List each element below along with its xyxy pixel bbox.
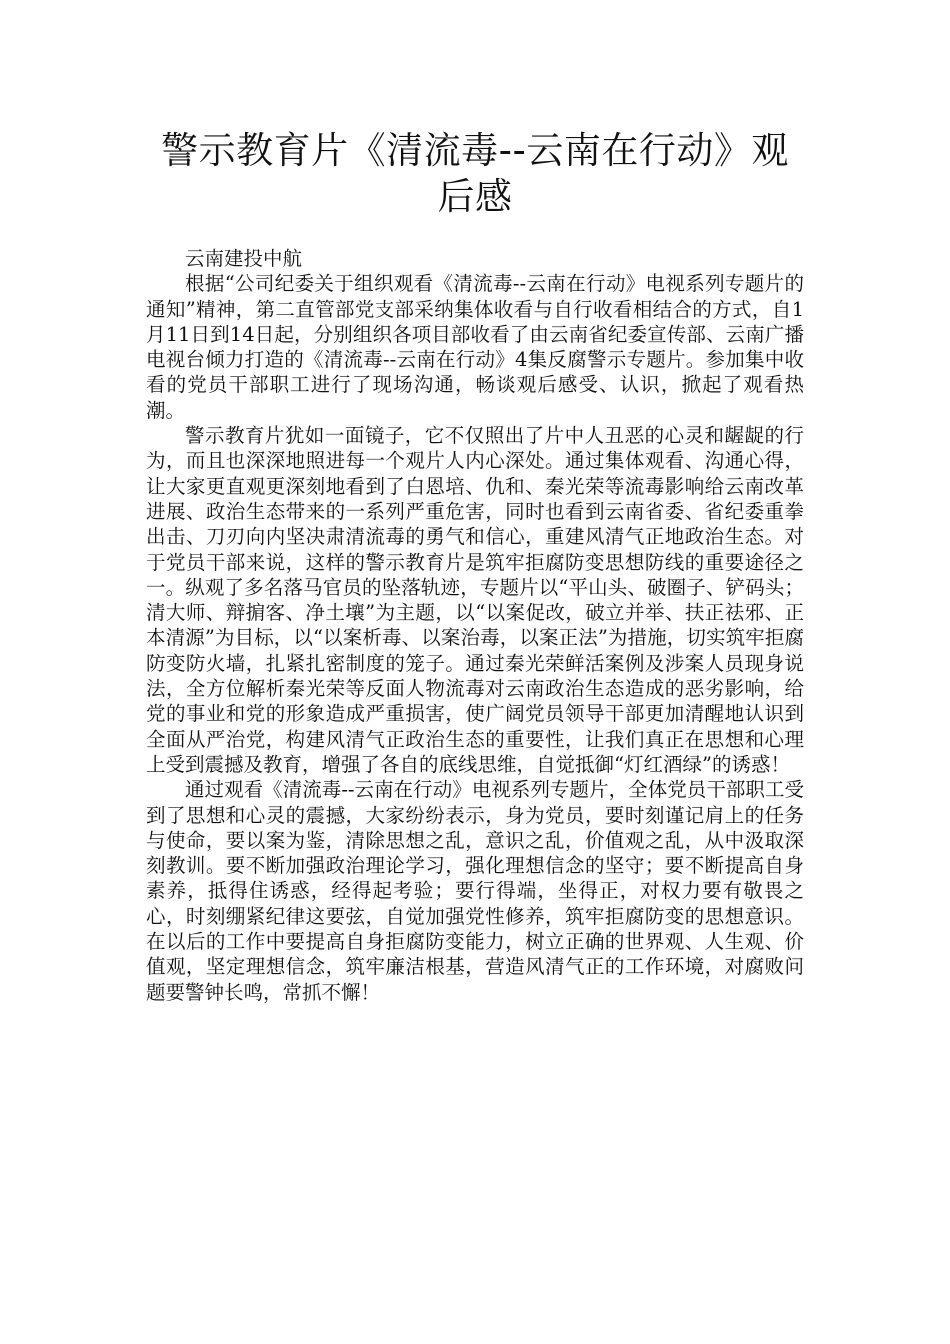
document-body <box>146 246 804 1005</box>
document-title: 警示教育片《清流毒--云南在行动》观后感 <box>161 129 789 218</box>
paragraph-3: 通过观看《清流毒--云南在行动》电视系列专题片，全体党员干部职工受到了思想和心灵的震撼，大家纷纷表示，身为党员，要时刻谨记肩上的任务与使命，要以案为鉴，清除思想之乱，意识之乱，价值观之乱，从中汲取深刻教训。要不断加强政治理论学习，强化理想信念的坚守；要不断提高自身素养，抵得住诱惑，经得起考验；要行得端，坐得正，对权力要有敬畏之心，时刻绷紧纪律这要弦，自觉加强党性修养，筑牢拒腐防变的思想意识。在以后的工作中要提高自身拒腐防变能力，树立正确的世界观、人生观、价值观，坚定理想信念，筑牢廉洁根基，营造风清气正的工作环境，对腐败问题要警钟长鸣，常抓不懈！ <box>146 778 804 1004</box>
document-page <box>146 128 804 1005</box>
paragraph-1: 根据“公司纪委关于组织观看《清流毒--云南在行动》电视系列专题片的通知”精神，第二直管部党支部采纳集体收看与自行收看相结合的方式，自1月11日到14日起，分别组织各项目部收看了由云南省纪委宣传部、云南广播电视台倾力打造的《清流毒--云南在行动》4集反腐警示专题片。参加集中收看的党员干部职工进行了现场沟通，畅谈观后感受、认识，掀起了观看热潮。 <box>146 272 804 422</box>
author-line: 云南建投中航 <box>185 247 303 270</box>
paragraph-2: 警示教育片犹如一面镜子，它不仅照出了片中人丑恶的心灵和龌龊的行为，而且也深深地照进每一个观片人内心深处。通过集体观看、沟通心得，让大家更直观更深刻地看到了白恩培、仇和、秦光荣等流毒影响给云南改革进展、政治生态带来的一系列严重危害，同时也看到云南省委、省纪委重拳出击、刀刃向内坚决肃清流毒的勇气和信心，重建风清气正地政治生态。对于党员干部来说，这样的警示教育片是筑牢拒腐防变思想防线的重要途径之一。纵观了多名落马官员的坠落轨迹，专题片以“平山头、破圈子、铲码头；清大师、辩掮客、净土壤”为主题，以“以案促改，破立并举、扶正祛邪、正本清源”为目标，以“以案析毒、以案治毒，以案正法”为措施，切实筑牢拒腐防变防火墙，扎紧扎密制度的笼子。通过秦光荣鲜活案例及涉案人员现身说法，全方位解析秦光荣等反面人物流毒对云南政治生态造成的恶劣影响，给党的事业和党的形象造成严重损害，使广阔党员领导干部更加清醒地认识到全面从严治党，构建风清气正政治生态的重要性，让我们真正在思想和心理上受到震撼及教育，增强了各自的底线思维，自觉抵御“灯红酒绿”的诱惑！ <box>146 424 804 776</box>
